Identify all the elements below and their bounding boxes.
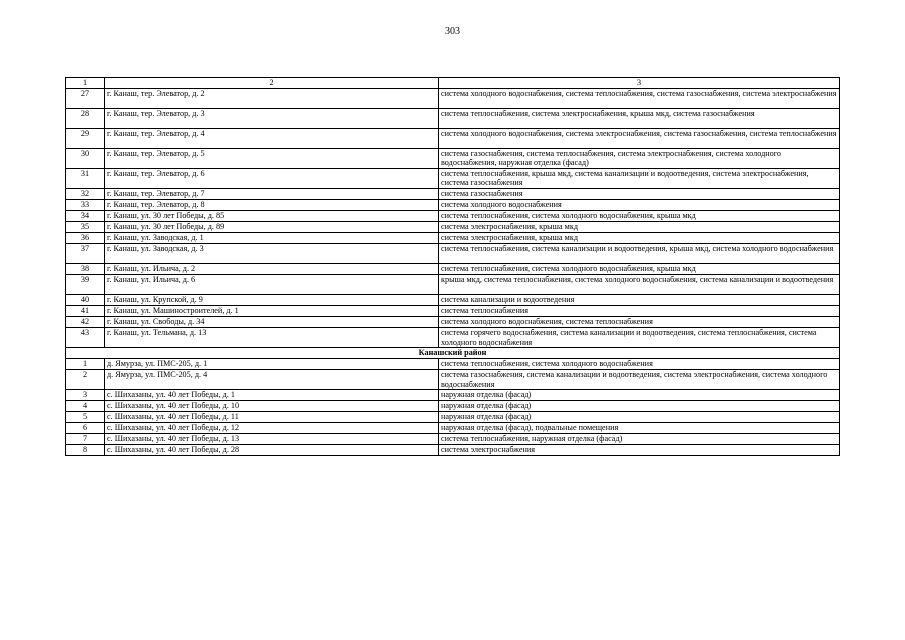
row-number-cell: 1 — [66, 359, 105, 370]
systems-cell: система теплоснабжения, наружная отделка (фасад) — [439, 434, 840, 445]
systems-cell: крыша мкд, система теплоснабжения, система холодного водоснабжения, система канализации и водоотведения — [439, 274, 840, 294]
table-row — [66, 199, 840, 210]
row-number-cell: 42 — [66, 316, 105, 327]
row-number-cell: 30 — [66, 148, 105, 168]
table-row — [66, 359, 840, 370]
systems-cell: система теплоснабжения, система электроснабжения, крыша мкд, система газоснабжения — [439, 108, 840, 128]
section-heading-row — [66, 348, 840, 359]
table-row — [66, 188, 840, 199]
address-cell: г. Канаш, ул. 30 лет Победы, д. 89 — [105, 221, 439, 232]
systems-cell: система холодного водоснабжения, система теплоснабжения, система газоснабжения, система электроснабжения — [439, 88, 840, 108]
row-number-cell: 36 — [66, 232, 105, 243]
address-cell: с. Шихазаны, ул. 40 лет Победы, д. 11 — [105, 412, 439, 423]
table-row — [66, 168, 840, 188]
systems-cell: система теплоснабжения, система холодного водоснабжения, крыша мкд — [439, 263, 840, 274]
row-number-cell: 7 — [66, 434, 105, 445]
row-number-cell: 38 — [66, 263, 105, 274]
table-row — [66, 221, 840, 232]
address-cell: с. Шихазаны, ул. 40 лет Победы, д. 10 — [105, 401, 439, 412]
row-number-cell: 29 — [66, 128, 105, 148]
row-number-cell: 40 — [66, 294, 105, 305]
row-number-cell: 35 — [66, 221, 105, 232]
systems-cell: система канализации и водоотведения — [439, 294, 840, 305]
row-number-cell: 6 — [66, 423, 105, 434]
address-cell: г. Канаш, ул. Тельмана, д. 13 — [105, 327, 439, 347]
address-cell: г. Канаш, ул. Ильича, д. 2 — [105, 263, 439, 274]
systems-cell: система газоснабжения, система канализации и водоотведения, система электроснабжения, система холодного водоснабжения — [439, 370, 840, 390]
systems-cell: наружная отделка (фасад), подвальные помещения — [439, 423, 840, 434]
row-number-cell: 39 — [66, 274, 105, 294]
address-cell: г. Канаш, тер. Элеватор, д. 6 — [105, 168, 439, 188]
address-cell: с. Шихазаны, ул. 40 лет Победы, д. 13 — [105, 434, 439, 445]
row-number-cell: 33 — [66, 199, 105, 210]
address-cell: с. Шихазаны, ул. 40 лет Победы, д. 12 — [105, 423, 439, 434]
table-row — [66, 148, 840, 168]
address-cell: г. Канаш, тер. Элеватор, д. 3 — [105, 108, 439, 128]
table-row — [66, 274, 840, 294]
row-number-cell: 27 — [66, 88, 105, 108]
systems-cell: система газоснабжения, система теплоснабжения, система электроснабжения, система холодного водоснабжения, наружная отделка (фасад) — [439, 148, 840, 168]
systems-cell: наружная отделка (фасад) — [439, 390, 840, 401]
column-number-cell: 2 — [105, 78, 439, 89]
table-row — [66, 88, 840, 108]
address-cell: с. Шихазаны, ул. 40 лет Победы, д. 1 — [105, 390, 439, 401]
table-row — [66, 243, 840, 263]
table-row — [66, 128, 840, 148]
table-row — [66, 445, 840, 456]
table-row — [66, 305, 840, 316]
address-cell: д. Ямурза, ул. ПМС-205, д. 4 — [105, 370, 439, 390]
document-table — [65, 77, 840, 456]
row-number-cell: 37 — [66, 243, 105, 263]
systems-cell: система электроснабжения — [439, 445, 840, 456]
address-cell: с. Шихазаны, ул. 40 лет Победы, д. 28 — [105, 445, 439, 456]
address-cell: г. Канаш, тер. Элеватор, д. 2 — [105, 88, 439, 108]
systems-cell: система электроснабжения, крыша мкд — [439, 232, 840, 243]
systems-cell: наружная отделка (фасад) — [439, 401, 840, 412]
table-row — [66, 434, 840, 445]
row-number-cell: 41 — [66, 305, 105, 316]
systems-cell: наружная отделка (фасад) — [439, 412, 840, 423]
systems-cell: система газоснабжения — [439, 188, 840, 199]
table-row — [66, 412, 840, 423]
systems-cell: система теплоснабжения, система холодного водоснабжения — [439, 359, 840, 370]
systems-cell: система теплоснабжения, система канализации и водоотведения, крыша мкд, система холодного водоснабжения — [439, 243, 840, 263]
row-number-cell: 28 — [66, 108, 105, 128]
systems-cell: система электроснабжения, крыша мкд — [439, 221, 840, 232]
row-number-cell: 4 — [66, 401, 105, 412]
column-number-cell: 3 — [439, 78, 840, 89]
row-number-cell: 2 — [66, 370, 105, 390]
table-row — [66, 401, 840, 412]
row-number-cell: 43 — [66, 327, 105, 347]
table-row — [66, 423, 840, 434]
systems-cell: система холодного водоснабжения — [439, 199, 840, 210]
address-cell: г. Канаш, тер. Элеватор, д. 8 — [105, 199, 439, 210]
row-number-cell: 8 — [66, 445, 105, 456]
table-row — [66, 232, 840, 243]
row-number-cell: 34 — [66, 210, 105, 221]
address-cell: г. Канаш, ул. Заводская, д. 1 — [105, 232, 439, 243]
systems-cell: система горячего водоснабжения, система канализации и водоотведения, система теплоснабжения, система холодного водоснабжения — [439, 327, 840, 347]
page-number: 303 — [445, 26, 460, 37]
row-number-cell: 3 — [66, 390, 105, 401]
section-heading: Канашский район — [66, 348, 840, 359]
systems-cell: система холодного водоснабжения, система теплоснабжения — [439, 316, 840, 327]
systems-cell: система холодного водоснабжения, система электроснабжения, система газоснабжения, система теплоснабжения — [439, 128, 840, 148]
address-cell: г. Канаш, ул. Ильича, д. 6 — [105, 274, 439, 294]
systems-cell: система теплоснабжения, крыша мкд, система канализации и водоотведения, система электроснабжения, система газоснабжения — [439, 168, 840, 188]
address-cell: г. Канаш, ул. 30 лет Победы, д. 85 — [105, 210, 439, 221]
address-cell: г. Канаш, ул. Крупской, д. 9 — [105, 294, 439, 305]
table-row — [66, 316, 840, 327]
table-row — [66, 108, 840, 128]
table-row — [66, 327, 840, 347]
column-number-cell: 1 — [66, 78, 105, 89]
row-number-cell: 5 — [66, 412, 105, 423]
address-cell: г. Канаш, тер. Элеватор, д. 7 — [105, 188, 439, 199]
row-number-cell: 31 — [66, 168, 105, 188]
systems-cell: система теплоснабжения, система холодного водоснабжения, крыша мкд — [439, 210, 840, 221]
address-cell: г. Канаш, ул. Свободы, д. 34 — [105, 316, 439, 327]
table-row — [66, 370, 840, 390]
address-cell: г. Канаш, тер. Элеватор, д. 5 — [105, 148, 439, 168]
systems-cell: система теплоснабжения — [439, 305, 840, 316]
table-row — [66, 294, 840, 305]
address-cell: г. Канаш, ул. Машиностроителей, д. 1 — [105, 305, 439, 316]
address-cell: д. Ямурза, ул. ПМС-205, д. 1 — [105, 359, 439, 370]
column-number-row — [66, 78, 840, 89]
address-cell: г. Канаш, тер. Элеватор, д. 4 — [105, 128, 439, 148]
table-row — [66, 390, 840, 401]
row-number-cell: 32 — [66, 188, 105, 199]
table-row — [66, 210, 840, 221]
table-row — [66, 263, 840, 274]
table-body — [66, 78, 840, 456]
address-cell: г. Канаш, ул. Заводская, д. 3 — [105, 243, 439, 263]
